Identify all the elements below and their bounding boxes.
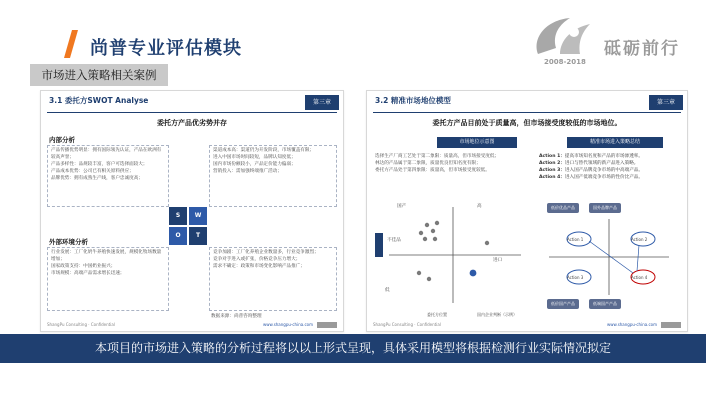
section-tag: 市场进入策略相关案例 [30, 64, 168, 86]
strength-item: 产品成本优势：公司已有相关原料供应； [51, 169, 134, 174]
quadrant-label-quality-low: 不佳品 [387, 238, 401, 243]
strength-item: 品牌优势：拥有成熟生产线，客户忠诚度高； [51, 176, 143, 181]
swot-w: W [189, 207, 207, 225]
threat-item: 需求不确定：政策和市场变化影响产品推广； [213, 264, 305, 269]
diagram-tag: 低端国产产品 [589, 299, 621, 309]
swot-slide-thumbnail [40, 90, 344, 332]
footer-left: ShangPu Consulting · Confidential [373, 322, 441, 327]
market-position-slide-thumbnail [366, 90, 688, 332]
swot-s: S [169, 207, 187, 225]
action-item: Action 3：进入国产品牌竞争市场的中高端产品。 [539, 168, 643, 173]
action-item: Action 1：提高市场知名度和产品的市场渗透率。 [539, 154, 643, 159]
action-node: Action 1 [567, 237, 584, 242]
footer-logo-icon [317, 322, 337, 328]
legend-item: 委托方位置 [427, 312, 447, 317]
slide-header-divider [47, 112, 337, 113]
diagram-tag: 国外品牌产品 [589, 203, 621, 213]
weakness-item: 国内市场份额较小，产品定价能力偏弱； [213, 162, 296, 167]
footer-url: www.shangpu-china.com [262, 322, 313, 327]
market-position-quadrant [375, 203, 525, 307]
position-bullet: 林达的产品属于第二象限，质量优良但知名度有限； [375, 161, 481, 166]
weakness-item: 进入中国市场时间较短，品牌认知度低； [213, 155, 296, 160]
threat-item: 竞争加剧：工厂化养殖企业数量多，行业竞争激烈； [213, 250, 319, 255]
threat-item: 竞争对手进入或扩张，价格竞争压力增大； [213, 257, 301, 262]
action-node: Action 3 [567, 275, 584, 280]
opportunity-item: 行业发展：工厂化奶牛养殖快速发展，规模化牧场数量增加； [51, 250, 162, 262]
logo-years: 2008-2018 [544, 58, 586, 66]
diagram-tag: 低价国产产品 [547, 299, 579, 309]
slide-number-title: 3.2 精准市场地位模型 [375, 96, 451, 105]
action-item: Action 2：进口与替代领域的新产品进入策略。 [539, 161, 639, 166]
strategy-quadrant [543, 217, 673, 297]
position-diagram-header: 市场地位示意图 [437, 137, 517, 148]
swot-diamond [169, 207, 207, 245]
title-accent-slash-icon [64, 30, 78, 58]
slide-subtitle: 委托方产品目前处于质量高，但市场接受度较低的市场地位。 [432, 119, 622, 127]
slide-number-title: 3.1 委托方SWOT Analyse [49, 96, 149, 105]
legend-item: 国内企业判断（示例） [477, 312, 517, 317]
quadrant-label-high: 高 [477, 204, 482, 209]
strength-item: 产品多样性：品规较丰富，客户可选择面较大； [51, 162, 148, 167]
opportunity-item: 国家政策支持：中国奶业振兴； [51, 264, 116, 269]
position-bullet: 选择生产厂商工艺处于第二象限：质量高，但市场接受度低； [375, 154, 500, 159]
quadrant-label-domestic: 国产 [397, 204, 407, 209]
slide-subtitle: 委托方产品优劣势并存 [157, 119, 227, 127]
weakness-item: 渠道成本高：渠道仍为开发阶段，市场覆盖有限； [213, 148, 315, 153]
diagram-tag: 低价优品产品 [547, 203, 579, 213]
quadrant-label-import: 进口 [493, 258, 503, 263]
page-title: 尚普专业评估模块 [90, 38, 242, 59]
action-node: Action 4 [631, 275, 648, 280]
quadrant-label-low: 低 [385, 288, 390, 293]
position-bullet: 委托方产品处于第四象限：质量高，但市场接受度较低。 [375, 168, 490, 173]
footer-url: www.shangpu-china.com [606, 322, 657, 327]
data-source: 数据来源：尚普咨询整理 [211, 314, 262, 319]
strength-item: 产品传播优势明显：拥有国际领先认证，产品在欧洲有较高声誉； [51, 148, 162, 160]
slide-header-divider [373, 112, 681, 113]
footer-logo-icon [661, 322, 681, 328]
swot-t: T [189, 227, 207, 245]
chapter-badge: 第三章 [305, 95, 339, 110]
strategy-summary-header: 精准市场进入策略总结 [567, 137, 663, 148]
bottom-caption: 本项目的市场进入策略的分析过程将以以上形式呈现，具体采用模型将根据检测行业实际情况拟定 [94, 341, 611, 355]
external-analysis-heading: 外部环境分析 [49, 238, 88, 246]
logo-text: 砥砺前行 [604, 39, 680, 59]
internal-analysis-heading: 内部分析 [49, 136, 75, 144]
chapter-badge: 第三章 [649, 95, 683, 110]
opportunity-item: 市场规模：高端产品需求增长迅速； [51, 271, 125, 276]
weakness-item: 营销投入：需加强终端推广活动； [213, 169, 282, 174]
action-node: Action 2 [631, 237, 648, 242]
footer-left: ShangPu Consulting · Confidential [47, 322, 115, 327]
action-item: Action 4：进入国产低端竞争市场的性价比产品。 [539, 175, 643, 180]
swot-o: O [169, 227, 187, 245]
